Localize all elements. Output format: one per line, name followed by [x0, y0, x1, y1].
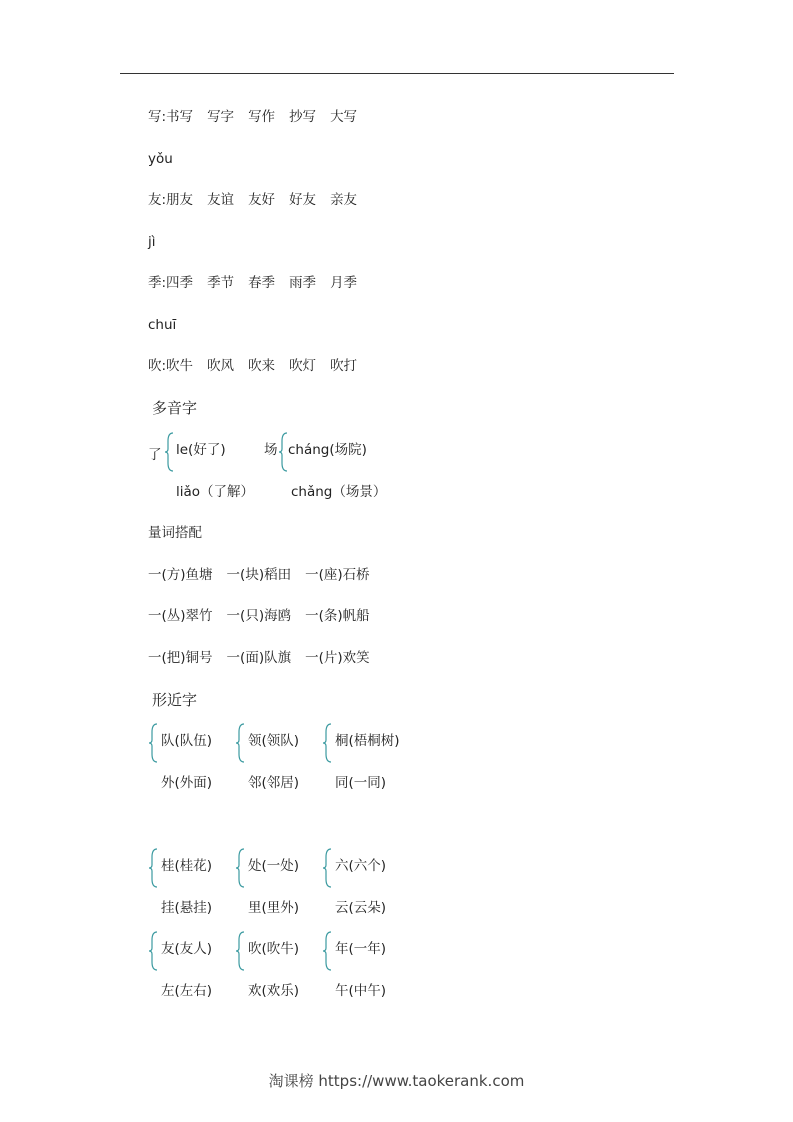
- vocab-word: 友谊: [207, 192, 235, 208]
- similar-char-pair: 左(左右): [161, 983, 213, 999]
- brace-icon: [235, 723, 245, 763]
- brace-icon: [322, 723, 332, 763]
- similar-char-pair: 六(六个): [335, 858, 387, 874]
- vocab-line-chui: [148, 357, 371, 375]
- brace-icon: [235, 848, 245, 888]
- similar-char-heading: 形近字: [152, 691, 198, 709]
- similar-char-pair: 队(队伍): [161, 733, 213, 749]
- similar-char-pair: 午(中午): [335, 983, 387, 999]
- similar-char-pair: 处(一处): [248, 858, 300, 874]
- similar-char-pair: 邻(邻居): [248, 775, 300, 791]
- similar-char-pair: 桂(桂花): [161, 858, 213, 874]
- measure-word-heading: 量词搭配: [148, 525, 202, 541]
- vocab-word: 吹打: [330, 358, 358, 374]
- vocab-line-you: [148, 191, 371, 209]
- measure-phrase: 一(片)欢笑: [305, 650, 370, 666]
- similar-char-pair: 友(友人): [161, 941, 213, 957]
- vocab-word: 写作: [248, 109, 276, 125]
- pinyin-ji: [148, 233, 170, 251]
- vocab-line-ji: [148, 274, 371, 292]
- polyphone-char: 场: [264, 442, 278, 458]
- measure-phrase: 一(丛)翠竹: [148, 608, 213, 624]
- measure-phrase: 一(座)石桥: [305, 567, 370, 583]
- polyphone-char: 了: [148, 447, 162, 463]
- vocab-word: 好友: [289, 192, 317, 208]
- footer-watermark: 淘课榜 https://www.taokerank.com: [268, 1072, 525, 1090]
- brace-icon: [148, 848, 158, 888]
- measure-phrase: 一(条)帆船: [305, 608, 370, 624]
- vocab-word: 大写: [330, 109, 358, 125]
- brace-icon: [322, 931, 332, 971]
- measure-phrase: 一(只)海鸥: [226, 608, 292, 624]
- brace-icon: [148, 931, 158, 971]
- similar-char-pair: 挂(悬挂): [161, 900, 213, 916]
- vocab-word: 季节: [207, 275, 235, 291]
- header-rule: [120, 73, 674, 74]
- similar-char-pair: 欢(欢乐): [248, 983, 300, 999]
- measure-word-row: [148, 649, 384, 667]
- similar-char-pair: 年(一年): [335, 941, 387, 957]
- measure-word-row: [148, 607, 384, 625]
- vocab-word: 写字: [207, 109, 235, 125]
- similar-char-pair: 外(外面): [161, 775, 213, 791]
- vocab-word: 写:书写: [148, 109, 194, 125]
- vocab-line-xie: [148, 108, 371, 126]
- polyphone-heading: 多音字: [152, 399, 198, 417]
- vocab-word: 吹:吹牛: [148, 358, 194, 374]
- pinyin: yǒu: [148, 151, 173, 167]
- similar-char-pair: 云(云朵): [335, 900, 387, 916]
- similar-char-pair: 同(一同): [335, 775, 387, 791]
- pinyin-chui: [148, 316, 190, 334]
- measure-phrase: 一(方)鱼塘: [148, 567, 213, 583]
- similar-char-pair: 领(领队): [248, 733, 300, 749]
- measure-phrase: 一(块)稻田: [226, 567, 292, 583]
- vocab-word: 友好: [248, 192, 276, 208]
- measure-phrase: 一(面)队旗: [226, 650, 292, 666]
- brace-icon: [278, 432, 288, 472]
- vocab-word: 抄写: [289, 109, 317, 125]
- similar-char-pair: 桐(梧桐树): [335, 733, 400, 749]
- brace-icon: [322, 848, 332, 888]
- vocab-word: 月季: [330, 275, 358, 291]
- similar-char-pair: 里(里外): [248, 900, 300, 916]
- vocab-word: 春季: [248, 275, 276, 291]
- vocab-word: 亲友: [330, 192, 358, 208]
- measure-phrase: 一(把)铜号: [148, 650, 213, 666]
- vocab-word: 雨季: [289, 275, 317, 291]
- vocab-word: 吹来: [248, 358, 276, 374]
- pinyin: jì: [148, 234, 156, 250]
- vocab-word: 吹风: [207, 358, 235, 374]
- polyphone-reading: chǎng（场景）: [291, 484, 387, 500]
- brace-icon: [148, 723, 158, 763]
- brace-icon: [164, 432, 174, 472]
- vocab-word: 季:四季: [148, 275, 194, 291]
- pinyin-you: [148, 150, 187, 168]
- measure-word-row: [148, 566, 384, 584]
- similar-char-pair: 吹(吹牛): [248, 941, 300, 957]
- polyphone-reading: liǎo（了解）: [176, 484, 255, 500]
- polyphone-reading: le(好了): [176, 442, 226, 458]
- polyphone-reading: cháng(场院): [288, 442, 367, 458]
- pinyin: chuī: [148, 317, 177, 333]
- brace-icon: [235, 931, 245, 971]
- vocab-word: 友:朋友: [148, 192, 194, 208]
- vocab-word: 吹灯: [289, 358, 317, 374]
